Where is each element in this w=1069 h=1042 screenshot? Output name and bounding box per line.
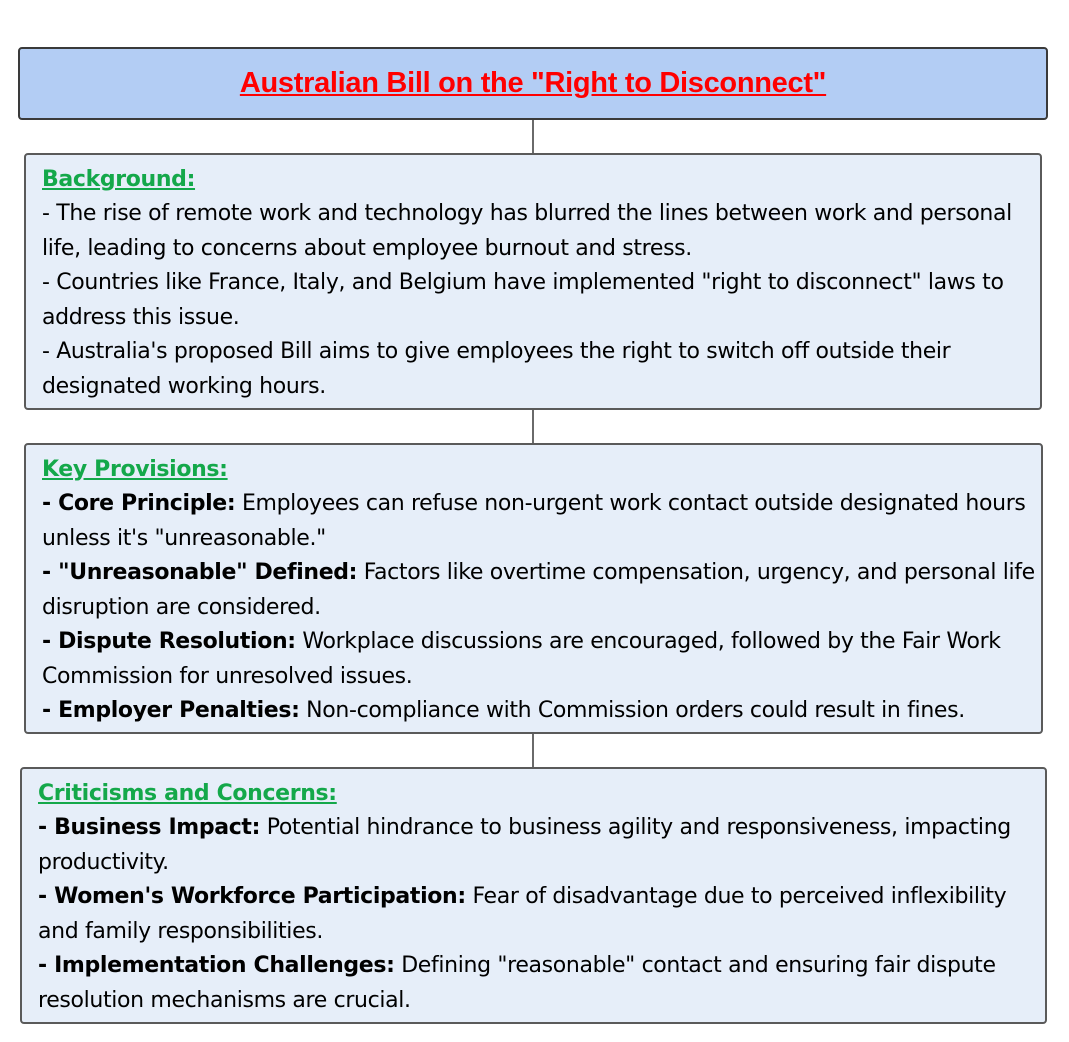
provision-label: - "Unreasonable" Defined: <box>42 560 358 585</box>
criticism-item: - Implementation Challenges: Defining "reasonable" contact and ensuring fair dispute resolution mechanisms are crucial. <box>38 953 996 1013</box>
provision-label: - Dispute Resolution: <box>42 629 296 654</box>
provision-label: - Employer Penalties: <box>42 698 300 723</box>
criticisms-node <box>20 767 1047 1024</box>
background-heading: Background: <box>42 167 196 192</box>
diagram-title: Australian Bill on the "Right to Disconnect" <box>239 67 827 99</box>
connector-background-provisions <box>532 410 534 443</box>
criticism-label: - Implementation Challenges: <box>38 953 395 978</box>
background-item: - The rise of remote work and technology has blurred the lines between work and personal life, leading to concerns about employee burnout and stress. <box>42 201 1012 261</box>
provision-item: - Employer Penalties: Non-compliance with Commission orders could result in fines. <box>42 698 965 723</box>
connector-provisions-criticisms <box>532 734 534 767</box>
background-item: - Australia's proposed Bill aims to give employees the right to switch off outside their designated working hours. <box>42 339 951 399</box>
criticism-label: - Women's Workforce Participation: <box>38 884 466 909</box>
provision-item: - Core Principle: Employees can refuse non-urgent work contact outside designated hours unless it's "unreasonable." <box>42 491 1026 551</box>
background-node <box>24 153 1042 410</box>
provision-item: - Dispute Resolution: Workplace discussions are encouraged, followed by the Fair Work Commission for unresolved issues. <box>42 629 1001 689</box>
provision-label: - Core Principle: <box>42 491 236 516</box>
criticism-label: - Business Impact: <box>38 815 261 840</box>
provision-item: - "Unreasonable" Defined: Factors like overtime compensation, urgency, and personal life disruption are considered. <box>42 560 1035 620</box>
key-provisions-node <box>24 443 1043 734</box>
background-item: - Countries like France, Italy, and Belgium have implemented "right to disconnect" laws to address this issue. <box>42 270 1004 330</box>
title-node <box>18 47 1048 120</box>
key-provisions-heading: Key Provisions: <box>42 457 228 482</box>
criticism-item: - Business Impact: Potential hindrance to business agility and responsiveness, impacting productivity. <box>38 815 1011 875</box>
connector-title-background <box>532 120 534 153</box>
criticism-item: - Women's Workforce Participation: Fear of disadvantage due to perceived inflexibility and family responsibilities. <box>38 884 1007 944</box>
criticisms-heading: Criticisms and Concerns: <box>38 781 337 806</box>
